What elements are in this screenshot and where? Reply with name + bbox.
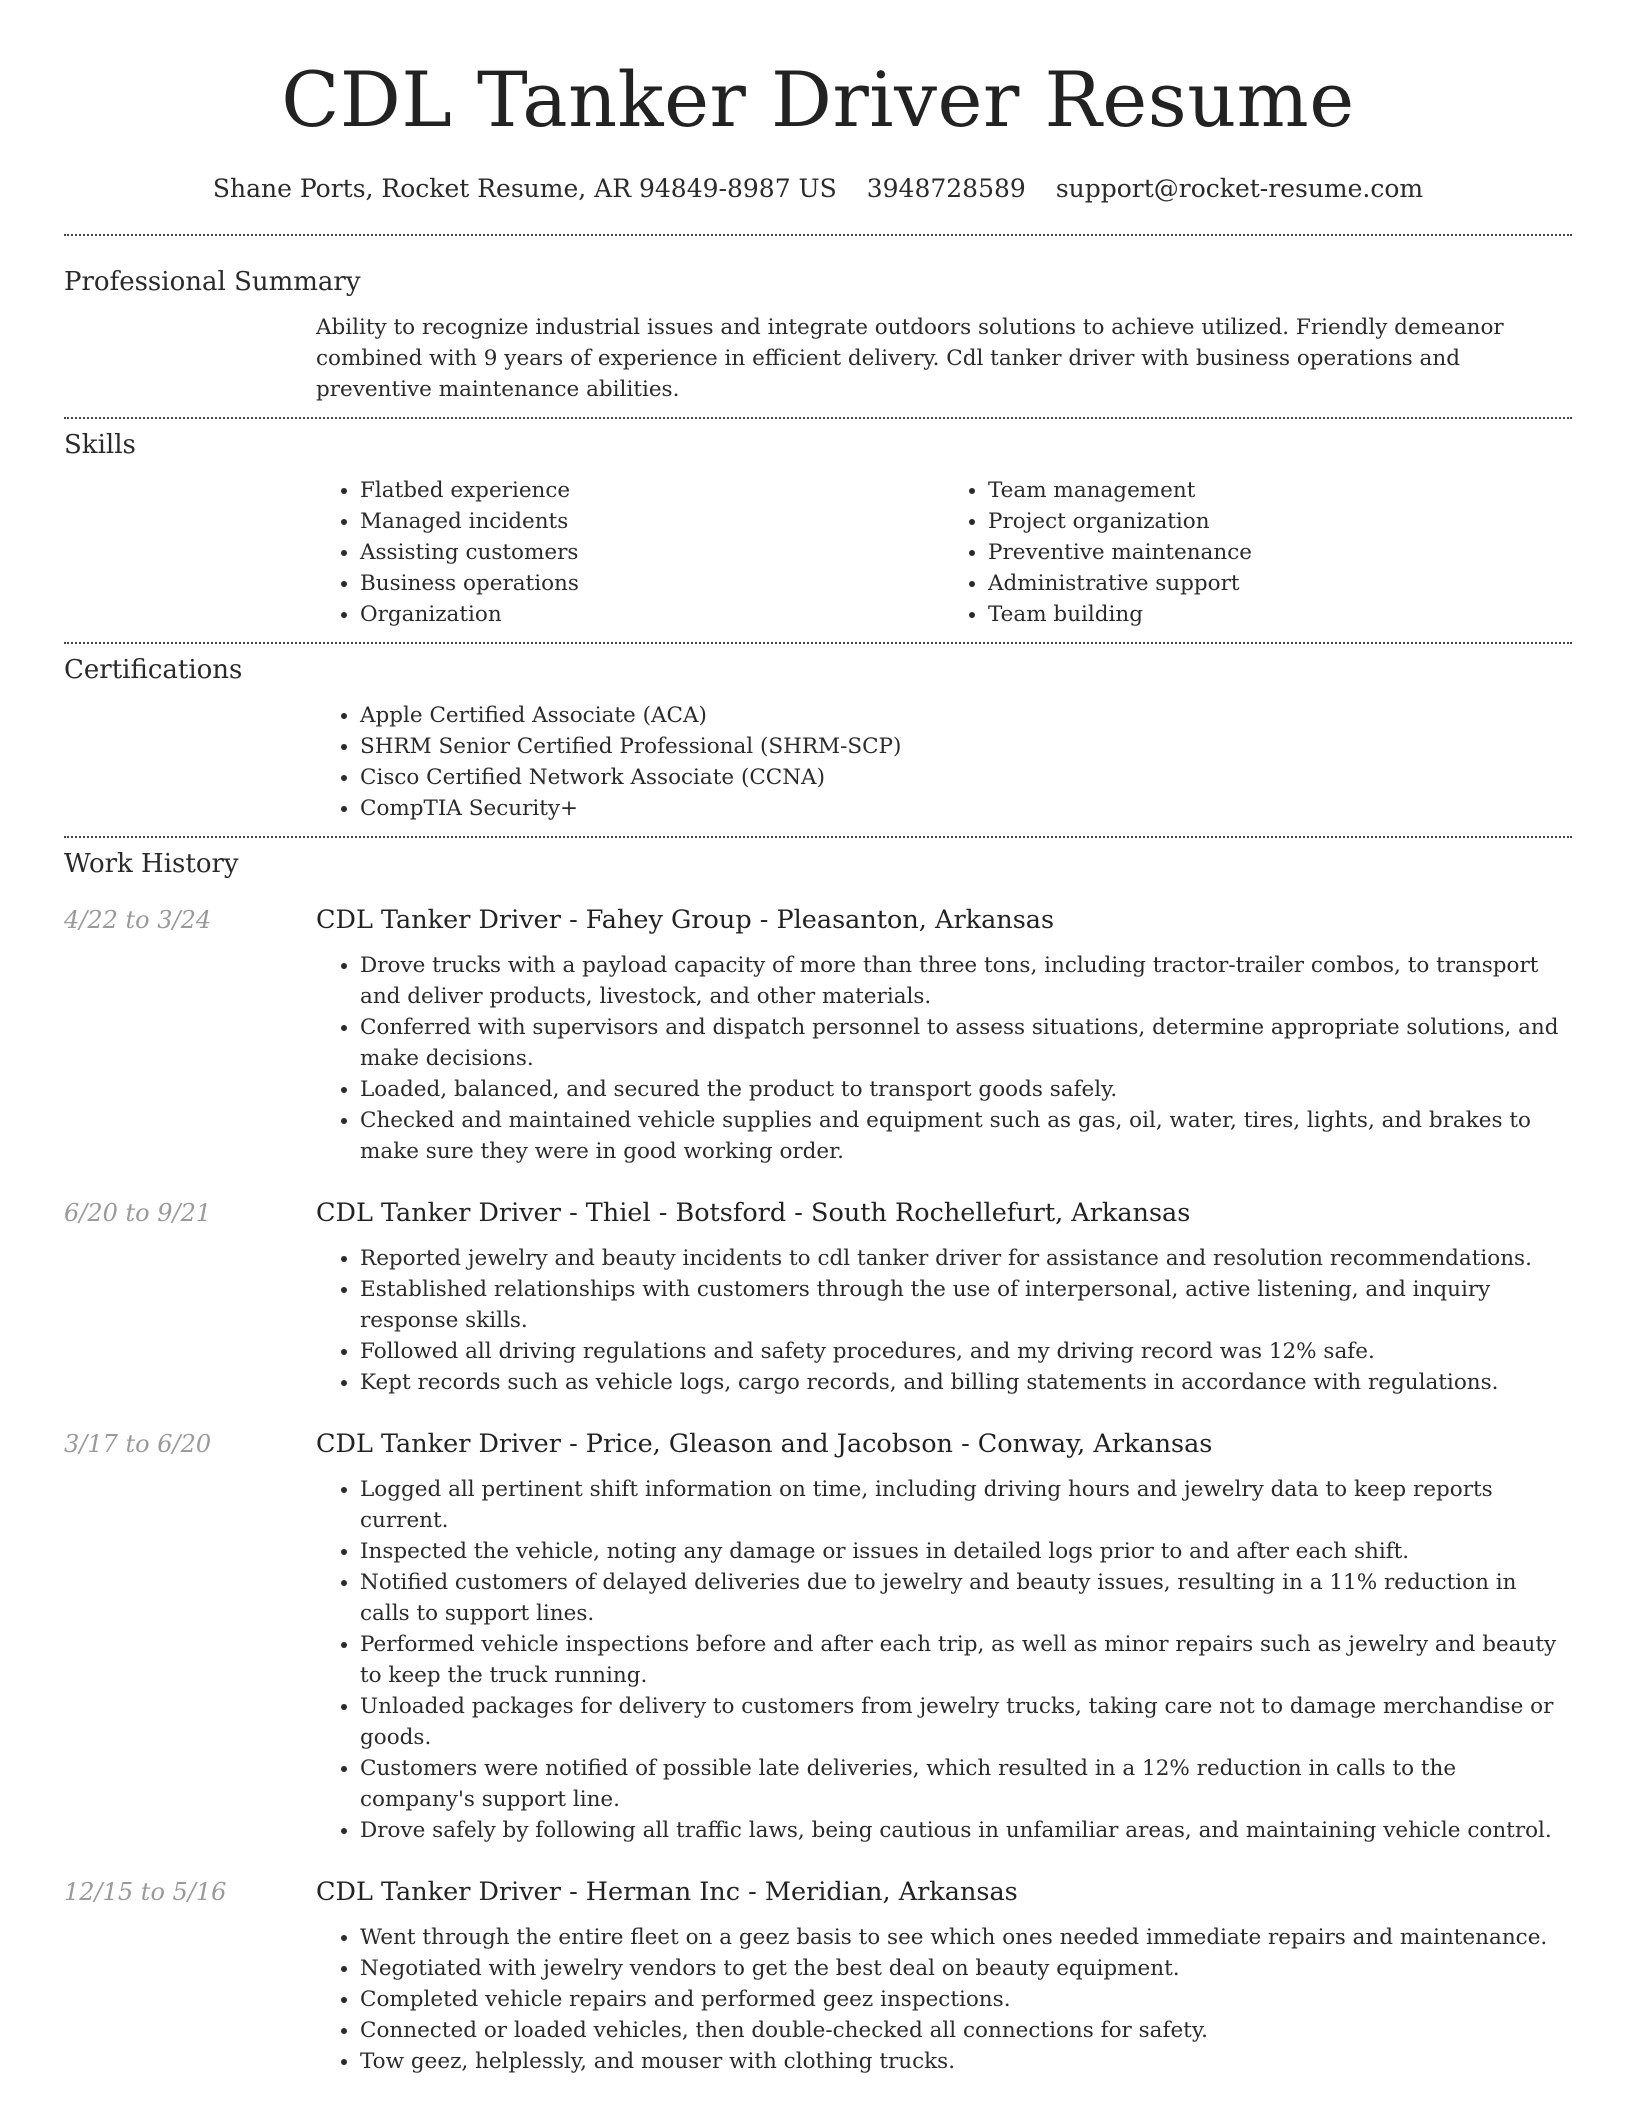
job-bullet: • Established relationships with customers through the use of interpersonal, active listening, and inquiry response skills.	[360, 1274, 1572, 1336]
job-bullet: • Notified customers of delayed deliveries due to jewelry and beauty issues, resulting in a 11% reduction in calls to support lines.	[360, 1567, 1572, 1629]
job-header	[64, 904, 1572, 936]
job-bullet: • Went through the entire fleet on a geez basis to see which ones needed immediate repairs and maintenance.	[360, 1922, 1572, 1953]
job-entry	[64, 1428, 1572, 1846]
resume-title: CDL Tanker Driver Resume	[281, 55, 1355, 144]
skill-item: • Assisting customers	[360, 537, 944, 568]
job-dates: 12/15 to 5/16	[64, 1878, 227, 1906]
section-divider	[64, 417, 1572, 419]
skill-item: • Flatbed experience	[360, 475, 944, 506]
job-details	[316, 1474, 1572, 1846]
job-bullet: • Customers were notified of possible late deliveries, which resulted in a 12% reduction in calls to the company's support line.	[360, 1753, 1572, 1815]
skills-heading: Skills	[64, 430, 136, 460]
skill-item: • Team building	[988, 599, 1572, 630]
skills-list-right	[944, 475, 1572, 630]
resume-page	[64, 0, 1572, 2077]
job-bullet: • Loaded, balanced, and secured the product to transport goods safely.	[360, 1074, 1572, 1105]
contact-email: support@rocket-resume.com	[1055, 174, 1424, 203]
contact-address: Shane Ports, Rocket Resume, AR 94849-8987 US	[212, 174, 837, 203]
job-header	[64, 1428, 1572, 1460]
contact-phone: 3948728589	[866, 174, 1026, 203]
section-divider	[64, 836, 1572, 838]
certifications-body	[316, 700, 1572, 824]
job-bullet: • Kept records such as vehicle logs, cargo records, and billing statements in accordance with regulations.	[360, 1367, 1572, 1398]
section-divider	[64, 642, 1572, 644]
job-bullet: • Negotiated with jewelry vendors to get the best deal on beauty equipment.	[360, 1953, 1572, 1984]
job-title: CDL Tanker Driver - Thiel - Botsford - South Rochellefurt, Arkansas	[316, 1198, 1191, 1228]
certification-item: • Apple Certified Associate (ACA)	[360, 700, 1572, 731]
skill-item: • Managed incidents	[360, 506, 944, 537]
skills-list-left	[316, 475, 944, 630]
job-details	[316, 1243, 1572, 1398]
job-bullet: • Tow geez, helplessly, and mouser with clothing trucks.	[360, 2046, 1572, 2077]
job-bullet: • Completed vehicle repairs and performed geez inspections.	[360, 1984, 1572, 2015]
job-header	[64, 1876, 1572, 1908]
job-bullets	[316, 1243, 1572, 1398]
certification-item: • CompTIA Security+	[360, 793, 1572, 824]
summary-text: Ability to recognize industrial issues and integrate outdoors solutions to achieve utilized. Friendly demeanor combined with 9 years of experience in efficient delivery. Cdl tanker driver with business operations and preventive maintenance abilities.	[316, 315, 1504, 402]
job-entry	[64, 904, 1572, 1167]
job-bullet: • Performed vehicle inspections before and after each trip, as well as minor repairs such as jewelry and beauty to keep the truck running.	[360, 1629, 1572, 1691]
job-bullet: • Conferred with supervisors and dispatch personnel to assess situations, determine appropriate solutions, and make decisions.	[360, 1012, 1572, 1074]
skill-item: • Preventive maintenance	[988, 537, 1572, 568]
job-dates: 6/20 to 9/21	[64, 1199, 212, 1227]
summary-body	[316, 312, 1572, 405]
skill-item: • Project organization	[988, 506, 1572, 537]
job-bullet: • Followed all driving regulations and safety procedures, and my driving record was 12% safe.	[360, 1336, 1572, 1367]
job-details	[316, 1922, 1572, 2077]
job-details	[316, 950, 1572, 1167]
skill-item: • Administrative support	[988, 568, 1572, 599]
certification-item: • Cisco Certified Network Associate (CCNA)	[360, 762, 1572, 793]
job-bullet: • Connected or loaded vehicles, then double-checked all connections for safety.	[360, 2015, 1572, 2046]
certifications-heading: Certifications	[64, 655, 243, 685]
summary-section	[64, 266, 1572, 405]
job-bullet: • Reported jewelry and beauty incidents to cdl tanker driver for assistance and resolution recommendations.	[360, 1243, 1572, 1274]
skills-grid	[316, 475, 1572, 630]
summary-heading: Professional Summary	[64, 267, 361, 297]
certifications-section	[64, 654, 1572, 824]
job-bullet: • Checked and maintained vehicle supplies and equipment such as gas, oil, water, tires, lights, and brakes to make sure they were in good working order.	[360, 1105, 1572, 1167]
job-title: CDL Tanker Driver - Herman Inc - Meridian, Arkansas	[316, 1877, 1018, 1907]
skill-item: • Business operations	[360, 568, 944, 599]
contact-line	[64, 174, 1572, 204]
job-bullet: • Unloaded packages for delivery to customers from jewelry trucks, taking care not to damage merchandise or goods.	[360, 1691, 1572, 1753]
job-bullet: • Inspected the vehicle, noting any damage or issues in detailed logs prior to and after each shift.	[360, 1536, 1572, 1567]
job-title: CDL Tanker Driver - Fahey Group - Pleasanton, Arkansas	[316, 905, 1055, 935]
job-header	[64, 1197, 1572, 1229]
job-dates: 3/17 to 6/20	[64, 1430, 212, 1458]
job-title: CDL Tanker Driver - Price, Gleason and Jacobson - Conway, Arkansas	[316, 1429, 1213, 1459]
certification-item: • SHRM Senior Certified Professional (SHRM-SCP)	[360, 731, 1572, 762]
job-bullet: • Drove trucks with a payload capacity of more than three tons, including tractor-trailer combos, to transport and deliver products, livestock, and other materials.	[360, 950, 1572, 1012]
job-dates: 4/22 to 3/24	[64, 906, 212, 934]
work-history-section	[64, 848, 1572, 2077]
job-bullets	[316, 950, 1572, 1167]
job-entry	[64, 1876, 1572, 2077]
job-bullet: • Drove safely by following all traffic laws, being cautious in unfamiliar areas, and maintaining vehicle control.	[360, 1815, 1572, 1846]
certifications-list	[316, 700, 1572, 824]
job-entry	[64, 1197, 1572, 1398]
job-bullet: • Logged all pertinent shift information on time, including driving hours and jewelry data to keep reports current.	[360, 1474, 1572, 1536]
skill-item: • Organization	[360, 599, 944, 630]
skill-item: • Team management	[988, 475, 1572, 506]
job-bullets	[316, 1474, 1572, 1846]
header-divider	[64, 234, 1572, 236]
skills-section	[64, 429, 1572, 630]
work-history-heading: Work History	[64, 849, 239, 879]
job-bullets	[316, 1922, 1572, 2077]
